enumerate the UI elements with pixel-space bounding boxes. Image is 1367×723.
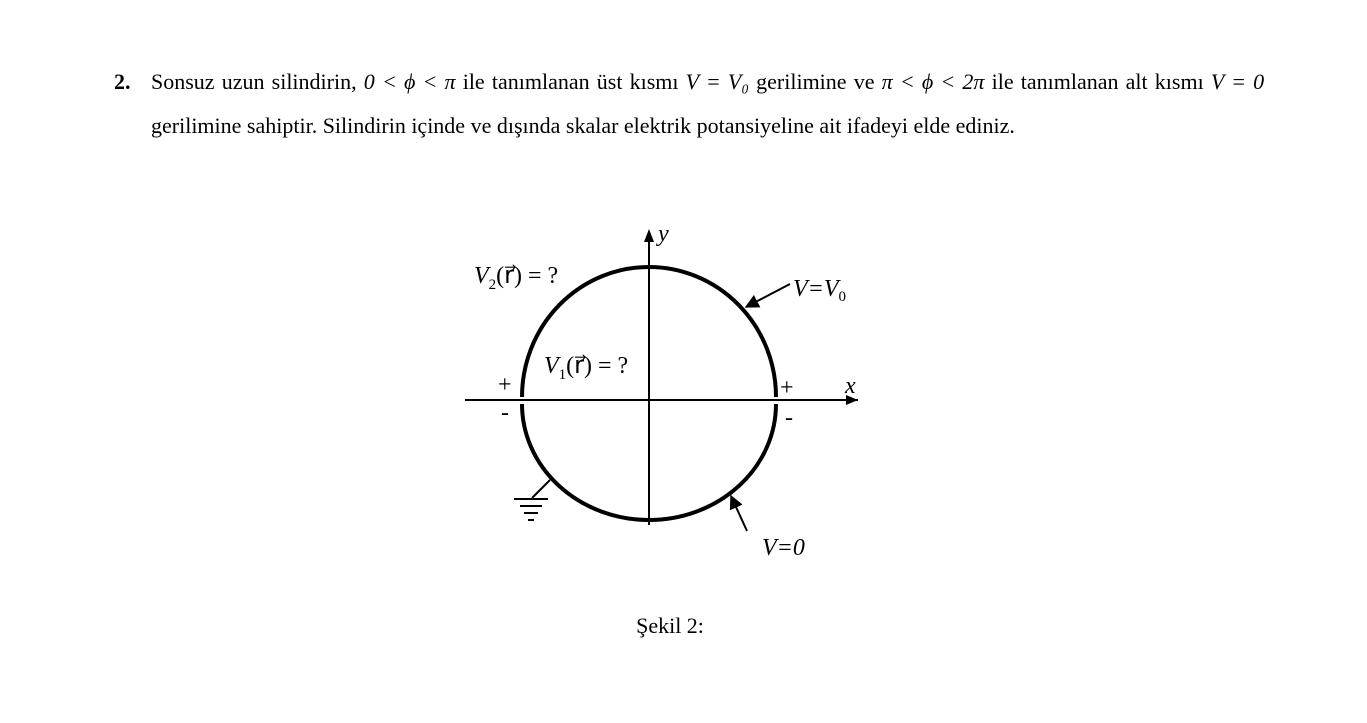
lower-half-label: V=0 — [762, 535, 805, 561]
statement-text-3: gerilimine ve — [756, 69, 875, 94]
upper-half-label — [793, 276, 846, 305]
ground-icon — [514, 480, 550, 520]
statement-text-4: ile tanımlanan alt kısmı — [991, 69, 1204, 94]
upper-half-label-sub: 0 — [838, 289, 847, 305]
lower-half-pointer-arrow — [731, 496, 747, 531]
inside-potential-v: V — [544, 353, 559, 379]
right-plus-sign: + — [780, 375, 794, 401]
outside-potential-sub: 2 — [488, 277, 497, 293]
figure-caption: Şekil 2: — [636, 613, 704, 638]
inside-potential-arg: (r⃗) = ? — [566, 353, 629, 379]
inline-math-v-equals-zero: V = 0 — [1210, 69, 1265, 94]
statement-text-1: Sonsuz uzun silindirin, — [151, 69, 357, 94]
inline-math-phi-range-lower: π < ϕ < 2π — [881, 69, 985, 94]
y-axis-arrow-icon — [644, 229, 654, 242]
problem-statement — [151, 60, 1264, 148]
outside-potential-label — [474, 263, 558, 293]
statement-text-2: ile tanımlanan üst kısmı — [462, 69, 679, 94]
inline-math-v-equals-v0: V = V₀ — [685, 69, 749, 94]
outside-potential-arg: (r⃗) = ? — [496, 263, 559, 289]
problem-number: 2. — [114, 69, 131, 94]
left-minus-sign: - — [501, 400, 509, 426]
statement-text-5: gerilimine sahiptir. Silindirin içinde ve dışında skalar elektrik potansiyeline ait ifadeyi elde ediniz. — [151, 113, 1015, 138]
outside-potential-v: V — [474, 263, 489, 289]
y-axis-label: y — [658, 221, 669, 247]
x-axis-label: x — [845, 373, 856, 399]
left-plus-sign: + — [498, 372, 512, 398]
upper-half-pointer-arrow — [746, 284, 790, 307]
problem-2 — [114, 60, 1264, 148]
inline-math-phi-range-upper: 0 < ϕ < π — [363, 69, 456, 94]
right-minus-sign: - — [785, 405, 793, 431]
cylinder-figure — [440, 215, 880, 575]
inside-potential-label — [544, 353, 628, 383]
inside-potential-sub: 1 — [558, 367, 567, 383]
upper-half-label-main: V=V — [793, 276, 839, 302]
